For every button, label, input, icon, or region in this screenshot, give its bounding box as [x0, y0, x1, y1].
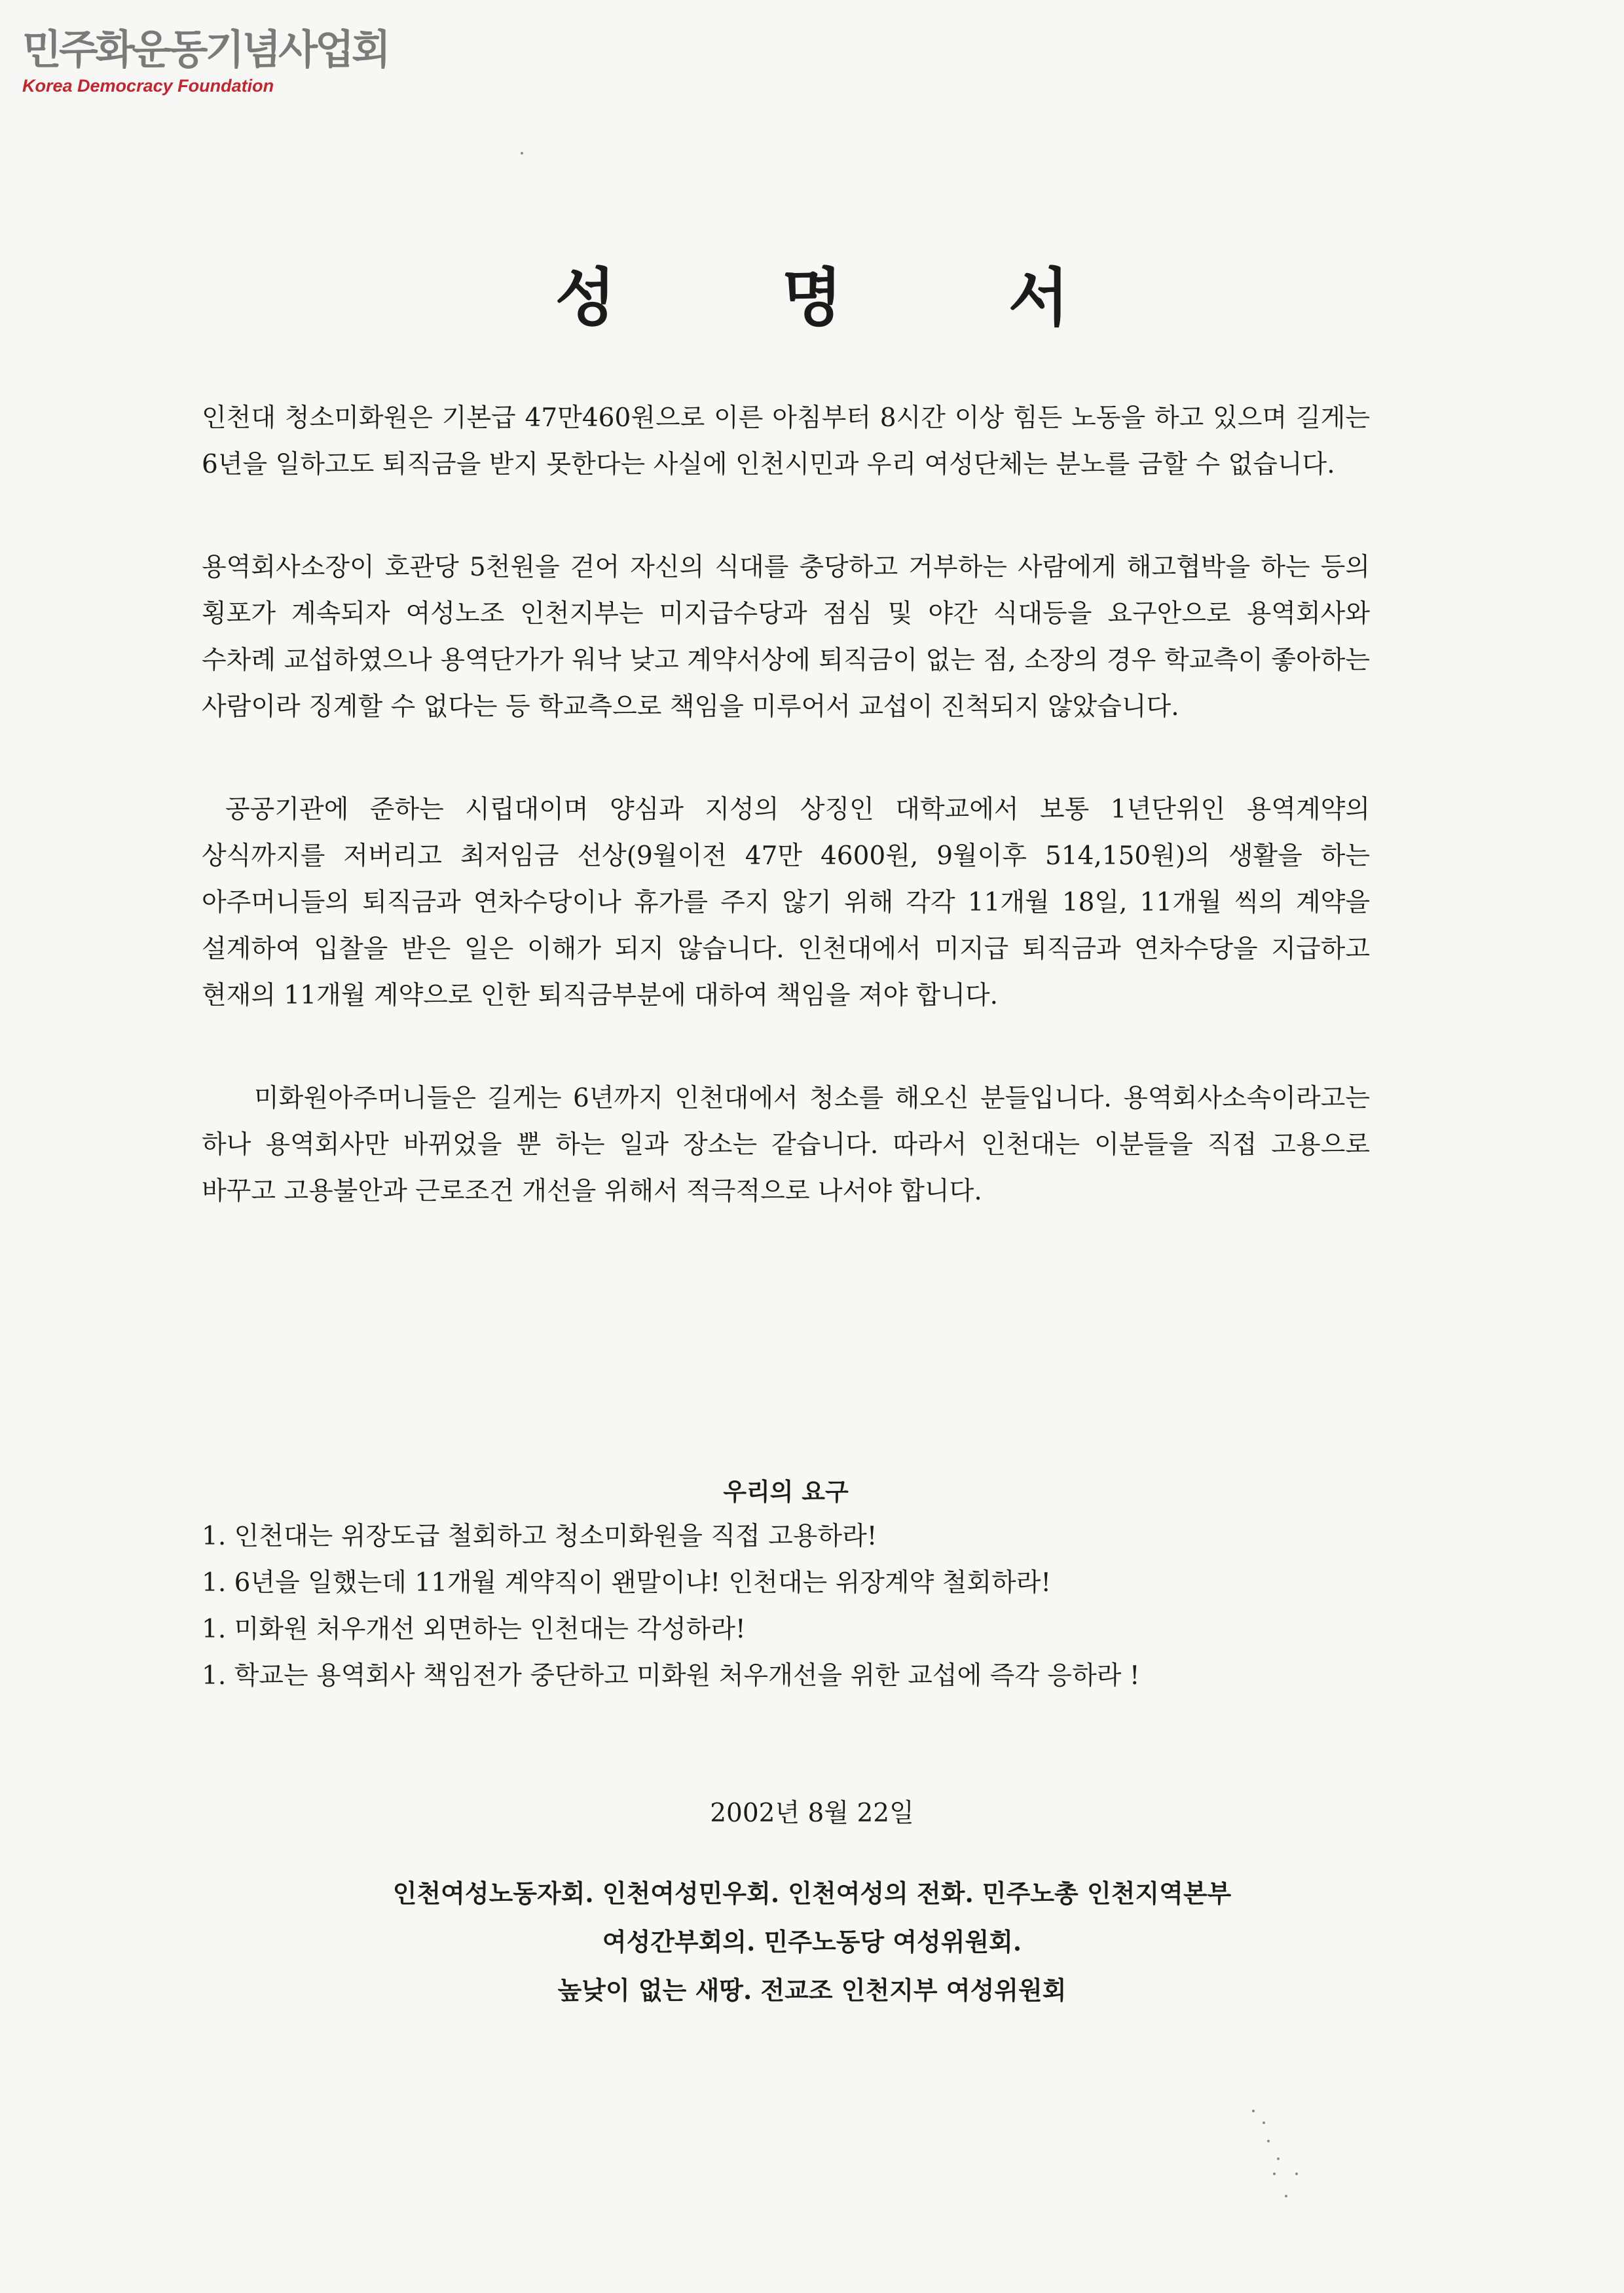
demands-section: [202, 1470, 1370, 1699]
paragraph-3: 공공기관에 준하는 시립대이며 양심과 지성의 상징인 대학교에서 보통 1년단위인 용역계약의 상식까지를 저버리고 최저임금 선상(9월이전 47만 4600원, 9월이후 514,150원)의 생활을 하는 아주머니들의 퇴직금과 연차수당이나 휴가를 주지 않기 위해 각각 11개월 18일, 11개월 씩의 계약을 설계하여 입찰을 받은 일은 이해가 되지 않습니다. 인천대에서 미지급 퇴직금과 연차수당을 지급하고 현재의 11개월 계약으로 인한 퇴직금부분에 대하여 책임을 져야 합니다.: [202, 795, 1370, 1010]
scan-speck: [1263, 2121, 1265, 2124]
document-title: 성 명 서: [555, 261, 1141, 335]
signatory-line: 인천여성노동자회. 인천여성민우회. 인천여성의 전화. 민주노총 인천지역본부: [392, 1879, 1232, 1908]
demands-title: 우리의 요구: [723, 1477, 849, 1506]
logo-korean-name: 민주화운동기념사업회: [22, 26, 388, 73]
signatory-line: 여성간부회의. 민주노동당 여성위원회.: [602, 1927, 1022, 1956]
paragraph-2: 용역회사소장이 호관당 5천원을 걷어 자신의 식대를 충당하고 거부하는 사람에게 해고협박을 하는 등의 횡포가 계속되자 여성노조 인천지부는 미지급수당과 점심 및 야간 식대등을 요구안으로 용역회사와 수차례 교섭하였으나 용역단가가 워낙 낮고 계약서상에 퇴직금이 없는 점, 소장의 경우 학교측이 좋아하는 사람이라 징계할 수 없다는 등 학교측으로 책임을 미루어서 교섭이 진척되지 않았습니다.: [202, 553, 1370, 722]
demand-item: 1. 학교는 용역회사 책임전가 중단하고 미화원 처우개선을 위한 교섭에 즉각 응하라 !: [202, 1661, 1140, 1691]
signatory-line: 높낮이 없는 새땅. 전교조 인천지부 여성위원회: [557, 1975, 1067, 2005]
scan-speck: [521, 152, 523, 155]
scan-speck: [1273, 2173, 1276, 2175]
scan-speck: [1295, 2173, 1298, 2175]
scan-speck: [1277, 2157, 1280, 2160]
foundation-logo: [22, 25, 388, 97]
demand-item: 1. 미화원 처우개선 외면하는 인천대는 각성하라!: [202, 1615, 746, 1644]
paragraph-1: 인천대 청소미화원은 기본급 47만460원으로 이른 아침부터 8시간 이상 힘든 노동을 하고 있으며 길게는 6년을 일하고도 퇴직금을 받지 못한다는 사실에 인천시민과 우리 여성단체는 분노를 금할 수 없습니다.: [202, 403, 1370, 479]
paragraph-4: 미화원아주머니들은 길게는 6년까지 인천대에서 청소를 해오신 분들입니다. 용역회사소속이라고는 하나 용역회사만 바뀌었을 뿐 하는 일과 장소는 같습니다. 따라서 인천대는 이분들을 직접 고용으로 바꾸고 고용불안과 근로조건 개선을 위해서 적극적으로 나서야 합니다.: [202, 1084, 1370, 1206]
signatory-organizations: [0, 1869, 1624, 2015]
scan-speck: [1267, 2140, 1270, 2142]
logo-english-name: Korea Democracy Foundation: [22, 76, 274, 96]
statement-body: [202, 395, 1370, 1271]
scan-speck: [1285, 2195, 1287, 2197]
scan-speck: [1252, 2110, 1255, 2112]
statement-date: 2002년 8월 22일: [710, 1799, 914, 1828]
demand-item: 1. 6년을 일했는데 11개월 계약직이 왠말이냐! 인천대는 위장계약 철회하라!: [202, 1568, 1052, 1598]
demand-item: 1. 인천대는 위장도급 철회하고 청소미화원을 직접 고용하라!: [202, 1522, 877, 1551]
